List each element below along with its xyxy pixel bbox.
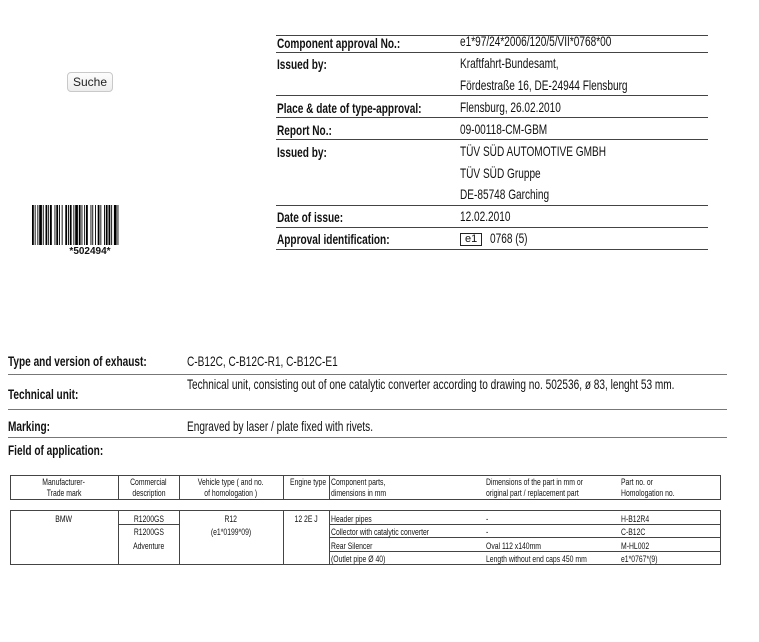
barcode-bar xyxy=(39,205,42,245)
marking-value: Engraved by laser / plate fixed with rivets. xyxy=(187,418,374,434)
barcode-bar xyxy=(68,205,69,245)
barcode-bar xyxy=(118,205,119,245)
barcode-bar xyxy=(70,205,72,245)
cell-component: Collector with catalytic converter xyxy=(331,527,430,538)
barcode-bar xyxy=(111,205,112,245)
divider xyxy=(276,205,708,206)
issued-by2-line1: TÜV SÜD AUTOMOTIVE GMBH xyxy=(460,143,606,159)
barcode-bar xyxy=(62,205,63,245)
barcode-bar xyxy=(104,205,105,245)
cell-commercial-3: Adventure xyxy=(132,541,165,552)
barcode-bar xyxy=(32,205,34,245)
cell-manufacturer: BMW xyxy=(55,514,73,525)
cell-part-no: H-B12R4 xyxy=(621,514,650,525)
cell-commercial-2: R1200GS xyxy=(133,527,164,538)
cell-dimension: Oval 112 x140mm xyxy=(486,541,542,552)
barcode-bar xyxy=(98,205,100,245)
search-button[interactable]: Suche xyxy=(67,72,113,92)
issued-by-line2: Fördestraße 16, DE-24944 Flensburg xyxy=(460,77,628,93)
divider xyxy=(8,409,727,410)
cell-part-no: C-B12C xyxy=(621,527,646,538)
cell-component: (Outlet pipe Ø 40) xyxy=(331,554,386,565)
barcode-bar xyxy=(55,205,56,245)
header-vehicle-type: Vehicle type ( and no. of homologation ) xyxy=(198,477,264,499)
barcode-bar xyxy=(65,205,67,245)
barcode-bar xyxy=(37,205,38,245)
barcode-bar xyxy=(114,205,117,245)
cell-part-no: e1*0767*(9) xyxy=(621,554,658,565)
issued-by2-line3: DE-85748 Garching xyxy=(460,186,550,202)
header-part-no: Part no. or Homologation no. xyxy=(621,477,675,499)
place-date-label: Place & date of type-approval: xyxy=(277,100,422,116)
barcode-image xyxy=(32,205,148,245)
divider xyxy=(8,437,727,438)
field-of-application-label: Field of application: xyxy=(8,442,104,458)
cell-dimension: - xyxy=(486,527,489,538)
barcode-bar xyxy=(109,205,111,245)
barcode-bar xyxy=(92,205,93,245)
barcode-bar xyxy=(75,205,78,245)
header-engine-type: Engine type xyxy=(290,477,327,488)
report-label: Report No.: xyxy=(277,122,332,138)
technical-unit-value: Technical unit, consisting out of one catalytic converter according to drawing no. 502536, ø 83, lenght 53 mm. xyxy=(187,376,675,392)
barcode-bar xyxy=(56,205,58,245)
exhaust-type-label: Type and version of exhaust: xyxy=(8,353,147,369)
barcode-bar xyxy=(79,205,81,245)
date-issue-value: 12.02.2010 xyxy=(460,208,511,224)
place-date-value: Flensburg, 26.02.2010 xyxy=(460,99,561,115)
cell-vehicle-2: (e1*0199*09) xyxy=(210,527,252,538)
row-divider xyxy=(329,524,721,525)
barcode-bar xyxy=(106,205,108,245)
cell-component: Rear Silencer xyxy=(331,541,373,552)
approval-id-value: e1 0768 (5) xyxy=(460,230,542,246)
barcode-bar xyxy=(35,205,36,245)
cell-engine: 12 2E J xyxy=(294,514,318,525)
component-approval-label: Component approval No.: xyxy=(277,35,401,51)
barcode-bar xyxy=(84,205,85,245)
issued-by-line1: Kraftfahrt-Bundesamt, xyxy=(460,55,559,71)
barcode-number: *502494* xyxy=(69,246,111,257)
cell-part-no: M-HL002 xyxy=(621,541,650,552)
application-table xyxy=(10,475,721,565)
barcode-bar xyxy=(91,205,92,245)
issued-by-label: Issued by: xyxy=(277,56,327,72)
marking-label: Marking: xyxy=(8,418,51,434)
cell-vehicle-1: R12 xyxy=(224,514,238,525)
exhaust-type-value: C-B12C, C-B12C-R1, C-B12C-E1 xyxy=(187,353,338,369)
issued-by2-line2: TÜV SÜD Gruppe xyxy=(460,165,541,181)
date-issue-label: Date of issue: xyxy=(277,209,344,225)
approval-id-label: Approval identification: xyxy=(277,231,390,247)
header-commercial: Commercial description xyxy=(130,477,167,499)
report-value: 09-00118-CM-GBM xyxy=(460,121,548,137)
barcode-bar xyxy=(86,205,88,245)
divider xyxy=(276,249,708,250)
approval-mark-box: e1 xyxy=(460,233,482,246)
barcode-bar xyxy=(82,205,83,245)
cell-dimension: - xyxy=(486,514,489,525)
divider xyxy=(276,95,708,96)
barcode-bar xyxy=(73,205,74,245)
cell-component: Header pipes xyxy=(331,514,372,525)
technical-unit-label: Technical unit: xyxy=(8,386,79,402)
barcode-bar xyxy=(43,205,44,245)
divider xyxy=(8,374,727,375)
barcode-bar xyxy=(95,205,96,245)
cell-commercial-1: R1200GS xyxy=(133,514,164,525)
divider xyxy=(276,117,708,118)
col-divider xyxy=(329,475,330,500)
divider xyxy=(276,52,708,53)
issued-by2-label: Issued by: xyxy=(277,144,327,160)
header-component-parts: Component parts, dimensions in mm xyxy=(331,477,387,499)
barcode-bar xyxy=(59,205,60,245)
barcode-bar xyxy=(100,205,101,245)
component-approval-value: e1*97/24*2006/120/5/VII*0768*00 xyxy=(460,33,612,49)
cell-dimension: Length without end caps 450 mm xyxy=(486,554,587,565)
header-manufacturer: Manufacturer- Trade mark xyxy=(42,477,86,499)
divider xyxy=(276,139,708,140)
barcode-bar xyxy=(46,205,48,245)
barcode-bar xyxy=(48,205,49,245)
header-dimensions: Dimensions of the part in mm or original part / replacement part xyxy=(486,477,583,499)
barcode-bar xyxy=(50,205,52,245)
divider xyxy=(276,227,708,228)
